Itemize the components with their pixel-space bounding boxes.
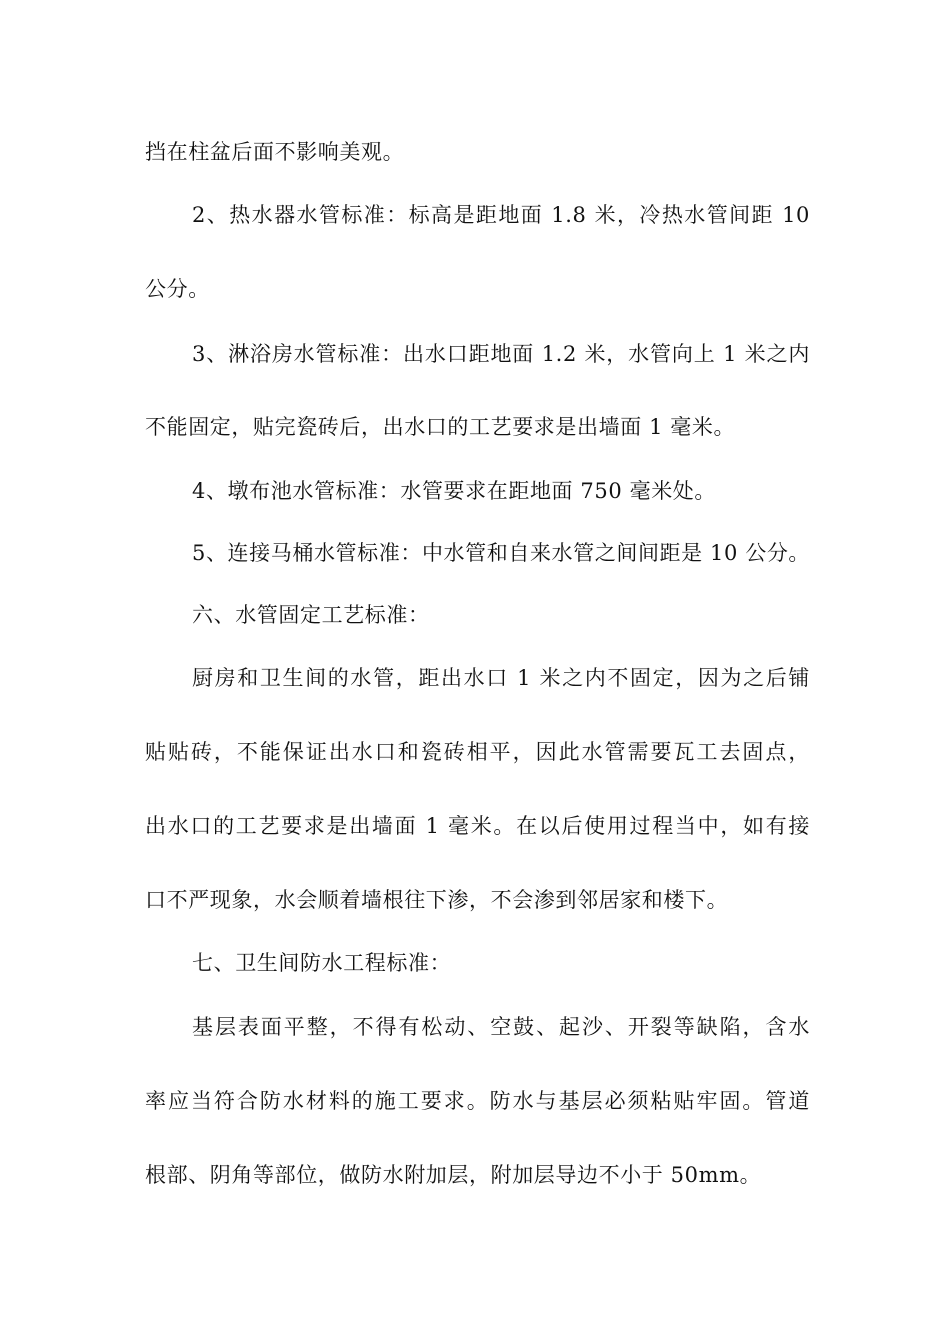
paragraph-line: 厨房和卫生间的水管，距出水口 1 米之内不固定，因为之后铺 <box>192 666 810 690</box>
paragraph-line: 出水口的工艺要求是出墙面 1 毫米。在以后使用过程当中，如有接 <box>145 814 810 838</box>
paragraph-line: 基层表面平整，不得有松动、空鼓、起沙、开裂等缺陷，含水 <box>192 1015 810 1039</box>
paragraph-line: 口不严现象，水会顺着墙根往下渗，不会渗到邻居家和楼下。 <box>145 888 729 912</box>
paragraph-line: 5、连接马桶水管标准：中水管和自来水管之间间距是 10 公分。 <box>192 541 811 565</box>
section-heading: 六、水管固定工艺标准： <box>192 603 430 627</box>
paragraph-line: 挡在柱盆后面不影响美观。 <box>145 140 405 164</box>
paragraph-line: 2、热水器水管标准：标高是距地面 1.8 米，冷热水管间距 10 <box>192 203 810 227</box>
paragraph-line: 不能固定，贴完瓷砖后，出水口的工艺要求是出墙面 1 毫米。 <box>145 415 736 439</box>
paragraph-line: 率应当符合防水材料的施工要求。防水与基层必须粘贴牢固。管道 <box>145 1089 810 1113</box>
section-heading: 七、卫生间防水工程标准： <box>192 951 452 975</box>
paragraph-line: 贴贴砖，不能保证出水口和瓷砖相平，因此水管需要瓦工去固点， <box>145 740 810 764</box>
paragraph-line: 根部、阴角等部位，做防水附加层，附加层导边不小于 50mm。 <box>145 1163 762 1187</box>
paragraph-line: 4、墩布池水管标准：水管要求在距地面 750 毫米处。 <box>192 479 716 503</box>
paragraph-line: 公分。 <box>145 277 210 301</box>
paragraph-line: 3、淋浴房水管标准：出水口距地面 1.2 米，水管向上 1 米之内 <box>192 342 810 366</box>
